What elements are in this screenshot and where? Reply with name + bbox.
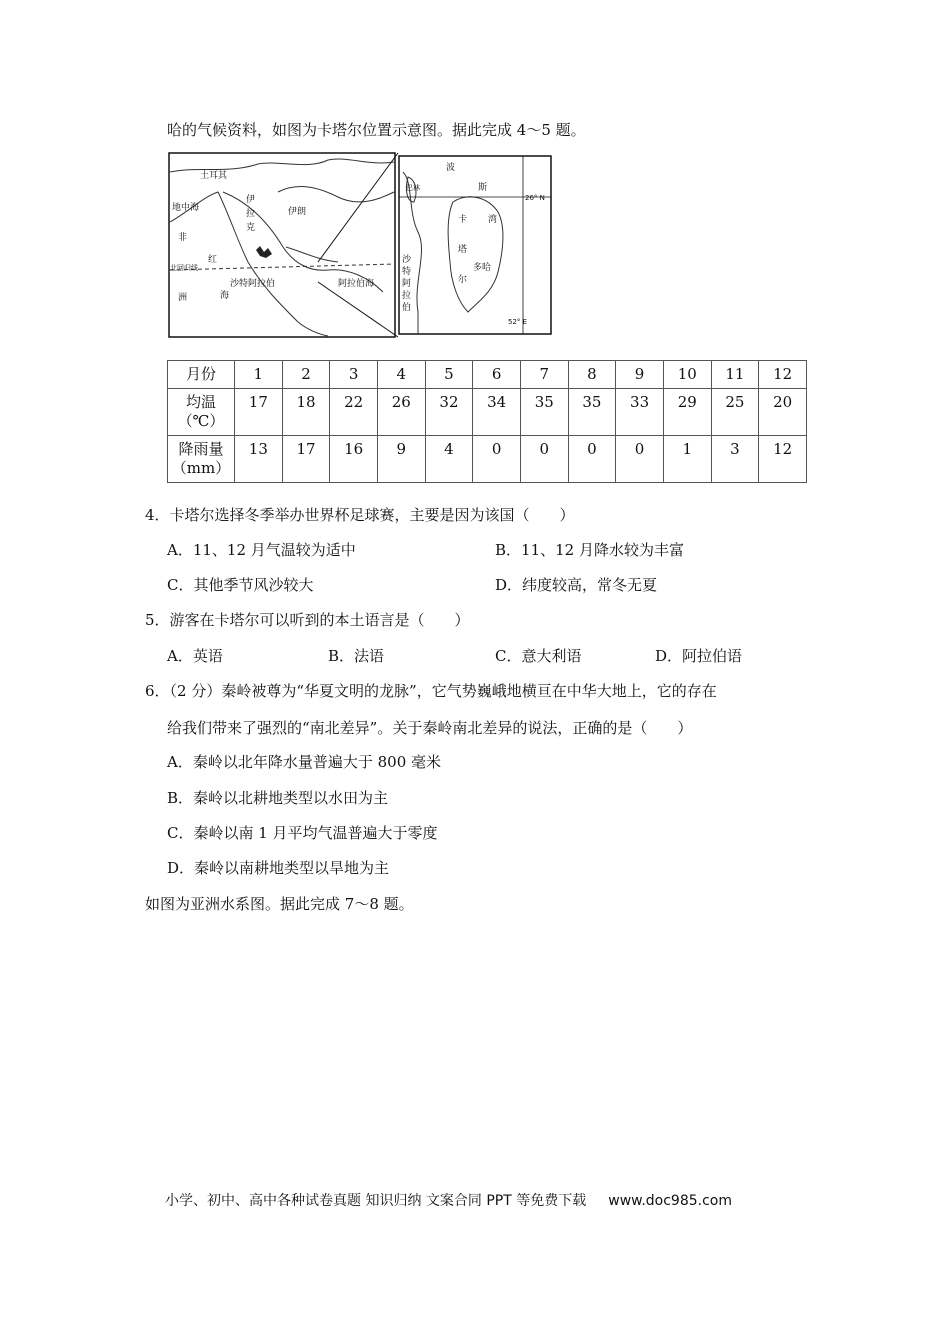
table-cell: 16 (330, 436, 378, 483)
climate-table (167, 360, 807, 483)
q6-stem-line1: 6．（2 分）秦岭被尊为“华夏文明的龙脉”，它气势巍峨地横亘在中华大地上，它的存在 (145, 682, 717, 700)
qatar-location-map (168, 152, 553, 338)
table-cell: 20 (759, 389, 807, 436)
table-cell: 34 (473, 389, 521, 436)
table-cell: 12 (759, 361, 807, 389)
svg-text:非: 非 (178, 233, 188, 243)
svg-text:伊朗: 伊朗 (288, 207, 307, 217)
svg-text:海: 海 (220, 291, 230, 301)
table-cell: 7 (520, 361, 568, 389)
q4-option-d[interactable]: D．纬度较高，常冬无夏 (495, 576, 658, 594)
svg-text:沙特阿拉伯: 沙特阿拉伯 (230, 279, 276, 289)
table-cell: 9 (377, 436, 425, 483)
footer-text: 小学、初中、高中各种试卷真题 知识归纳 文案合同 PPT 等免费下载 (165, 1193, 587, 1209)
intro-text: 哈的气候资料，如图为卡塔尔位置示意图。据此完成 4～5 题。 (167, 121, 586, 139)
q4-stem: 4．卡塔尔选择冬季举办世界杯足球赛，主要是因为该国（ ） (145, 506, 575, 524)
table-cell: 0 (520, 436, 568, 483)
svg-text:阿: 阿 (402, 279, 412, 289)
outro-text: 如图为亚洲水系图。据此完成 7～8 题。 (145, 895, 414, 913)
q6-stem-line2: 给我们带来了强烈的“南北差异”。关于秦岭南北差异的说法，正确的是（ ） (167, 719, 693, 737)
q4-option-c[interactable]: C．其他季节风沙较大 (167, 576, 314, 594)
svg-text:拉: 拉 (402, 291, 412, 301)
table-cell: 35 (520, 389, 568, 436)
table-cell: 8 (568, 361, 616, 389)
svg-text:沙: 沙 (402, 255, 412, 265)
table-cell: 33 (616, 389, 664, 436)
svg-text:斯: 斯 (478, 183, 488, 193)
table-cell: 29 (663, 389, 711, 436)
table-cell: 10 (663, 361, 711, 389)
table-cell: 0 (616, 436, 664, 483)
svg-text:拉: 拉 (246, 209, 256, 219)
table-cell: 17 (282, 436, 330, 483)
q5-stem: 5．游客在卡塔尔可以听到的本土语言是（ ） (145, 611, 470, 629)
svg-text:湾: 湾 (488, 215, 498, 225)
table-row-month (168, 361, 807, 389)
table-cell: 12 (759, 436, 807, 483)
svg-text:克: 克 (246, 223, 256, 233)
table-cell: 2 (282, 361, 330, 389)
table-cell: 17 (235, 389, 283, 436)
table-cell: 11 (711, 361, 759, 389)
svg-text:巴林: 巴林 (406, 184, 420, 192)
q6-option-b[interactable]: B．秦岭以北耕地类型以水田为主 (167, 789, 389, 807)
table-cell: 0 (473, 436, 521, 483)
table-cell: 0 (568, 436, 616, 483)
q5-option-d[interactable]: D．阿拉伯语 (655, 647, 743, 665)
month-header: 月份 (168, 361, 235, 389)
temperature-header: 均温 （℃） (168, 389, 235, 436)
footer-site-link[interactable]: www.doc985.com (608, 1193, 732, 1209)
svg-text:多哈: 多哈 (473, 263, 492, 273)
table-cell: 1 (235, 361, 283, 389)
q5-option-a[interactable]: A．英语 (167, 647, 223, 665)
svg-text:洲: 洲 (178, 293, 188, 303)
svg-text:地中海: 地中海 (172, 203, 200, 213)
table-cell: 9 (616, 361, 664, 389)
svg-text:红: 红 (208, 255, 218, 265)
table-cell: 25 (711, 389, 759, 436)
page-footer (165, 1190, 732, 1210)
svg-text:北回归线: 北回归线 (170, 264, 198, 272)
q6-option-c[interactable]: C．秦岭以南 1 月平均气温普遍大于零度 (167, 824, 438, 842)
svg-text:塔: 塔 (458, 245, 468, 255)
table-cell: 3 (330, 361, 378, 389)
q5-option-b[interactable]: B．法语 (328, 647, 385, 665)
table-row-rainfall (168, 436, 807, 483)
svg-text:尔: 尔 (458, 275, 468, 285)
svg-text:阿拉伯海: 阿拉伯海 (338, 279, 375, 289)
q5-option-c[interactable]: C．意大利语 (495, 647, 582, 665)
table-cell: 13 (235, 436, 283, 483)
rainfall-header: 降雨量 （mm） (168, 436, 235, 483)
table-cell: 22 (330, 389, 378, 436)
svg-text:52° E: 52° E (508, 318, 528, 326)
svg-text:伊: 伊 (246, 195, 256, 205)
table-cell: 35 (568, 389, 616, 436)
q4-option-a[interactable]: A．11、12 月气温较为适中 (167, 541, 356, 559)
svg-text:26° N: 26° N (525, 194, 545, 202)
table-cell: 32 (425, 389, 473, 436)
svg-text:卡: 卡 (458, 215, 468, 225)
table-cell: 4 (377, 361, 425, 389)
svg-text:特: 特 (402, 267, 412, 277)
svg-text:波: 波 (446, 163, 456, 173)
table-cell: 4 (425, 436, 473, 483)
q4-option-b[interactable]: B．11、12 月降水较为丰富 (495, 541, 684, 559)
q6-option-d[interactable]: D．秦岭以南耕地类型以旱地为主 (167, 859, 390, 877)
table-cell: 1 (663, 436, 711, 483)
table-cell: 3 (711, 436, 759, 483)
table-cell: 6 (473, 361, 521, 389)
table-row-temperature (168, 389, 807, 436)
table-cell: 18 (282, 389, 330, 436)
table-cell: 26 (377, 389, 425, 436)
svg-text:伯: 伯 (402, 303, 412, 313)
table-cell: 5 (425, 361, 473, 389)
q6-option-a[interactable]: A．秦岭以北年降水量普遍大于 800 毫米 (167, 753, 442, 771)
svg-text:土耳其: 土耳其 (200, 171, 228, 181)
